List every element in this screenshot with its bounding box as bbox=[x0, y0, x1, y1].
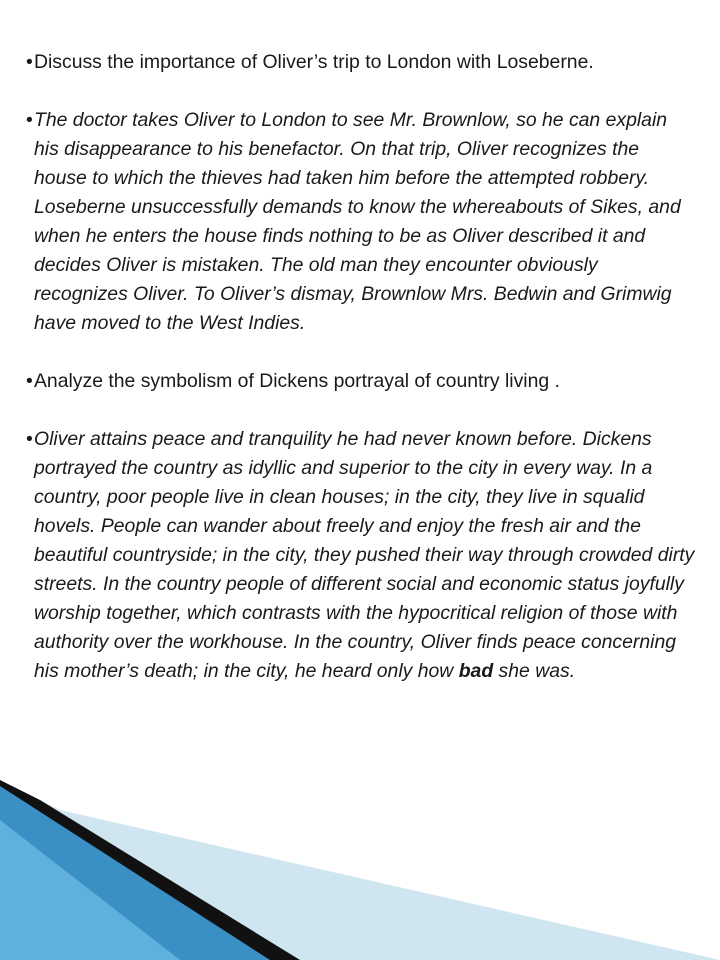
answer-2-text-before: Oliver attains peace and tranquility he had never known before. Dickens portrayed the country as idyllic and superior to the city in every way. In a country, poor people live in clean houses; in the city, they live in squalid hovels. People can wander about freely and enjoy the fresh air and the beautiful countryside; in the city, they pushed their way through crowded dirty streets. In the country people of different social and economic status joyfully worship together, which contrasts with the hypocritical religion of those with authority over the workhouse. In the country, Oliver finds peace concerning his mother’s death; in the city, he heard only how bbox=[34, 428, 695, 682]
bullet-icon: • bbox=[26, 370, 33, 392]
corner-decoration bbox=[0, 780, 720, 960]
question-2-text: Analyze the symbolism of Dickens portrayal of country living . bbox=[34, 370, 560, 392]
answer-2-text-after: she was. bbox=[493, 660, 576, 682]
answer-1-text: The doctor takes Oliver to London to see Mr. Brownlow, so he can explain his disappearance to his benefactor. On that trip, Oliver recognizes the house to which the thieves had taken him before the attempted robbery. Loseberne unsuccessfully demands to know the whereabouts of Sikes, and when he enters the house finds nothing to be as Oliver described it and decides Oliver is mistaken. The old man they encounter obviously recognizes Oliver. To Oliver’s dismay, Brownlow Mrs. Bedwin and Grimwig have moved to the West Indies. bbox=[34, 109, 681, 334]
question-2 bbox=[26, 367, 696, 396]
question-1-text: Discuss the importance of Oliver’s trip to London with Loseberne. bbox=[34, 51, 594, 73]
question-1 bbox=[26, 48, 696, 77]
answer-2-bold-word: bad bbox=[458, 660, 494, 682]
bullet-icon: • bbox=[26, 109, 33, 131]
slide-content bbox=[26, 48, 696, 686]
bullet-icon: • bbox=[26, 428, 33, 450]
answer-2 bbox=[26, 425, 696, 686]
answer-1 bbox=[26, 106, 696, 338]
bullet-icon: • bbox=[26, 51, 33, 73]
